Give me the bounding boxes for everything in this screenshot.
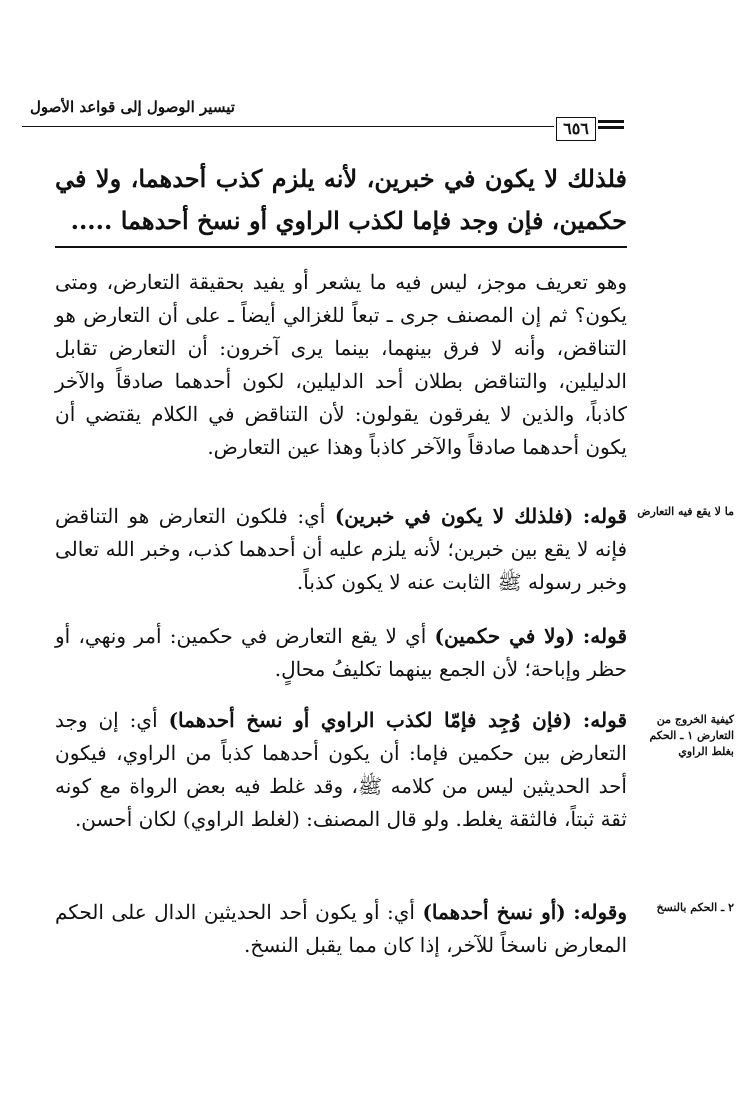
section-text: أي لا يقع التعارض في حكمين: أمر ونهي، أو حظر وإباحة؛ لأن الجمع بينهما تكليفُ محالٍ. [55, 624, 627, 681]
intro-paragraph: وهو تعريف موجز، ليس فيه ما يشعر أو يفيد بحقيقة التعارض، ومتى يكون؟ ثم إن المصنف جرى ـ تبعاً للغزالي أيضاً ـ على أن التعارض هو التناقض، وأنه لا فرق بينهما، بينما يرى آخرون: أن التعارض تقابل الدليلين، والتناقض بطلان أحد الدليلين، لكون أحدهما صادقاً والآخر كاذباً، والذين لا يفرقون يقولون: لأن التناقض في الكلام يقتضي أن يكون أحدهما صادقاً والآخر كاذباً وهذا عين التعارض. [55, 270, 628, 459]
commentary-section-4 [55, 896, 627, 962]
margin-note-resolution: كيفية الخروج من التعارض ١ ـ الحكم بغلط الراوي [649, 713, 734, 758]
section-quote: (أو نسخ أحدهما) [422, 900, 566, 924]
margin-note-abrogation: ٢ ـ الحكم بالنسخ [656, 901, 734, 914]
section-quote: (فلذلك لا يكون في خبرين) [334, 504, 574, 528]
section-text: أي: أو يكون أحد الحديثين الدال على الحكم المعارض ناسخاً للآخر، إذا كان مما يقبل النسخ. [55, 900, 627, 957]
section-lead: قوله: [582, 624, 627, 648]
margin-note-no-conflict: ما لا يقع فيه التعارض [637, 505, 734, 518]
section-quote: (فإن وُجِد فإمّا لكذب الراوي أو نسخ أحدهما) [168, 708, 572, 732]
section-text: أي: إن وجد التعارض بين حكمين فإما: أن يكون أحدهما كذباً من الراوي، فيكون أحد الحديثين ليس من كلامه ﷺ، وقد غلط فيه بعض الرواة مع كونه ثقة ثبتاً، فالثقة يغلط. ولو قال المصنف: (لغلط الراوي) لكان أحسن. [55, 708, 627, 831]
section-quote: (ولا في حكمين) [434, 624, 575, 648]
section-lead: قوله: [582, 504, 628, 528]
header-ornament-bars [598, 120, 624, 132]
section-text: أي: فلكون التعارض هو التناقض فإنه لا يقع بين خبرين؛ لأنه يلزم عليه أن أحدهما كذب، وخبر الله تعالى وخبر رسوله ﷺ الثابت عنه لا يكون كذباً. [55, 504, 627, 594]
section-lead: وقوله: [573, 900, 627, 924]
running-header-title: تيسير الوصول إلى قواعد الأصول [30, 98, 235, 116]
page-number: ٦٥٦ [556, 117, 596, 141]
commentary-section-2 [55, 620, 627, 686]
header-rule [22, 126, 554, 127]
matn-text: فلذلك لا يكون في خبرين، لأنه يلزم كذب أحدهما، ولا في حكمين، فإن وجد فإما لكذب الراوي أو نسخ أحدهما ..... [55, 164, 627, 235]
section-lead: قوله: [582, 708, 628, 732]
matn-separator [55, 246, 627, 248]
commentary-section-1 [55, 500, 627, 599]
commentary-section-3 [55, 704, 627, 836]
